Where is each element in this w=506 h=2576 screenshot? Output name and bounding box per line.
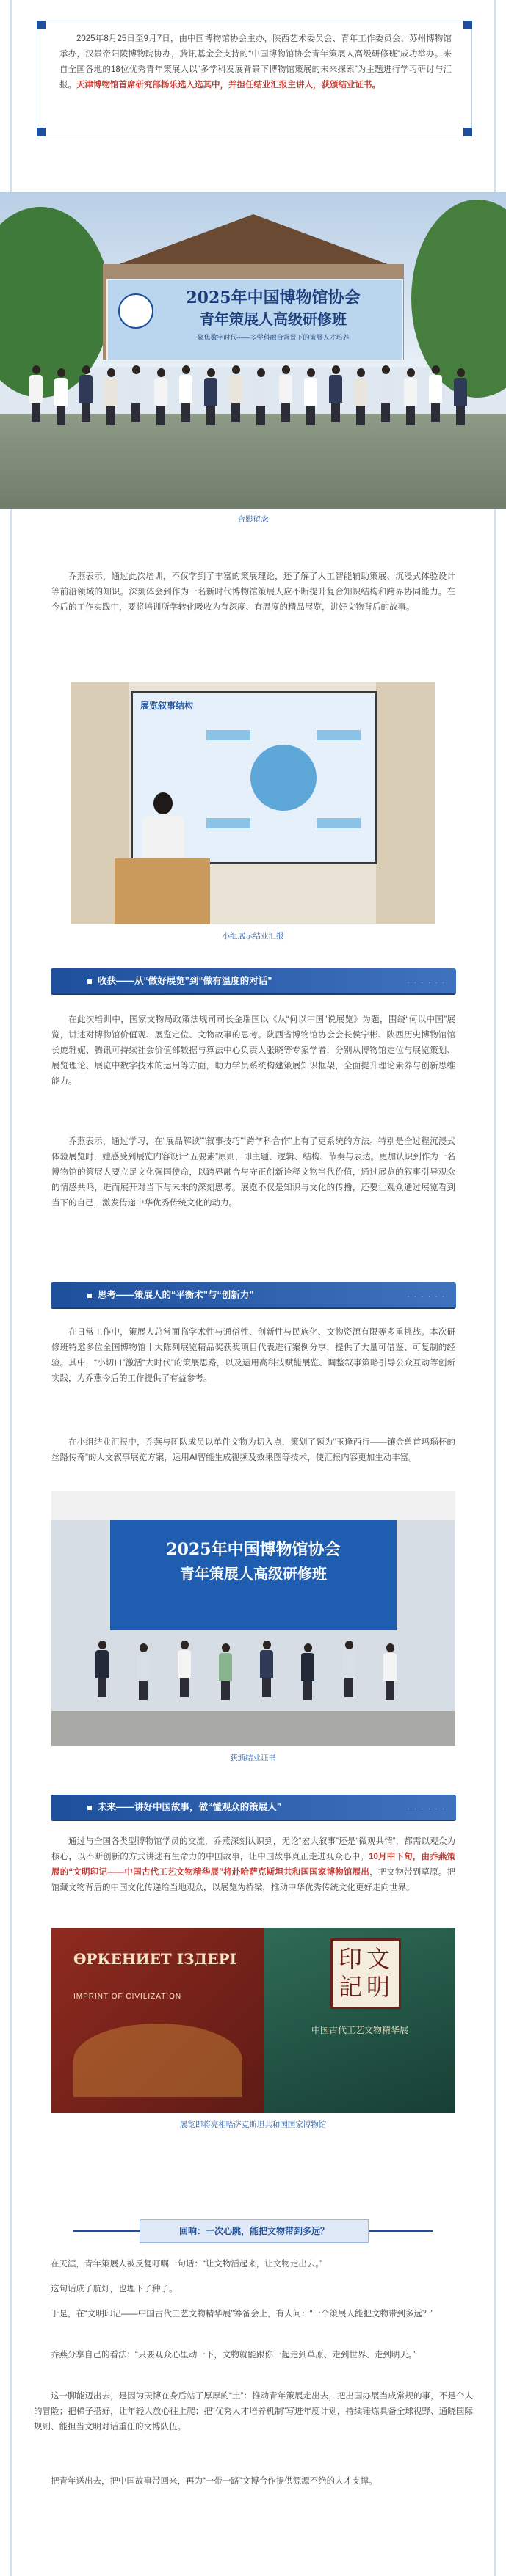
paragraph: 乔燕表示，通过此次培训，不仅学到了丰富的策展理论，还了解了人工智能辅助策展、沉浸式体验设计等前沿领域的知识。深刻体会到作为一名新时代博物馆策展人应不断提升复合知识结构和跨界协同能力。在今后的工作实践中，要将培训所学转化吸收为有深度、有温度的精品展览，讲好文物背后的故事。 — [51, 572, 455, 612]
photo-caption: 获颁结业证书 — [230, 1754, 276, 1762]
person — [137, 1643, 150, 1700]
banner-small-text: 聚焦数字时代——多学科融合背景下的策展人才培养 — [197, 334, 350, 341]
person — [79, 365, 93, 422]
corner-decoration — [463, 21, 472, 29]
person — [379, 365, 392, 422]
certificate-photo — [51, 1491, 455, 1746]
diagram-circle — [250, 745, 317, 811]
paragraph — [51, 1834, 455, 1896]
paragraph-text: ，把文物带到草原。把馆藏文物背后的中国文化传递给当地观众，以展览为桥梁，推动中华优秀传统文化更好走向世界。 — [51, 1868, 455, 1892]
closing-paragraph: 于是，在“文明印记——中国古代工艺文物精华展”筹备会上，有人问：“一个策展人能把文物带到多远？” — [51, 2310, 434, 2318]
photo-caption: 展览即将亮相哈萨克斯坦共和国国家博物馆 — [179, 2120, 327, 2129]
closing-title-bar — [140, 2219, 369, 2243]
banner-subtitle: 青年策展人高级研修班 — [200, 310, 347, 328]
intro-paragraph — [59, 32, 452, 93]
seal-char: 記 — [339, 1973, 363, 2001]
poster-subtitle-chinese: 中国古代工艺文物精华展 — [311, 2025, 408, 2035]
diagram-box — [206, 730, 250, 740]
closing-paragraph: 这句话成了航灯，也埋下了种子。 — [51, 2285, 178, 2294]
ground — [0, 414, 506, 509]
person — [342, 1641, 355, 1697]
seal-char: 文 — [366, 1945, 391, 1973]
section-title: 思考——策展人的“平衡术”与“创新力” — [87, 1288, 266, 1302]
person — [279, 365, 292, 422]
closing-paragraph: 把青年送出去，把中国故事带回来，再为“一带一路”文博合作提供源源不绝的人才支撑。 — [51, 2477, 377, 2486]
closing-paragraph: 这一脚能迈出去，是因为天博在身后站了厚厚的“土”：推动青年策展走出去，把出国办展当成常规的事，不是个人的冒险；把梯子搭好，让年轻人放心往上爬；把“优秀人才培养机制”写进年度计划，持续锤炼具备全球视野、通晓国际规则、能担当文明对话重任的文博队伍。 — [34, 2392, 473, 2431]
photo-caption: 合影留念 — [237, 515, 269, 524]
person — [454, 368, 467, 425]
section-title: 收获——从“做好展览”到“做有温度的对话” — [87, 974, 284, 988]
wall-panel — [376, 682, 435, 924]
podium — [115, 858, 210, 924]
person — [260, 1641, 273, 1697]
section-header — [51, 1282, 456, 1307]
closing-paragraph: 乔燕分享自己的看法：“只要观众心里动一下，文物就能跟你一起走到草原、走到世界、走到明天。” — [51, 2351, 416, 2360]
group-photo — [0, 192, 506, 509]
person — [178, 1641, 191, 1697]
poster-right-panel — [264, 1928, 455, 2113]
person — [254, 368, 267, 425]
person — [429, 365, 442, 422]
photo-caption: 小组展示结业汇报 — [222, 932, 284, 941]
exhibition-poster — [51, 1928, 455, 2113]
diagram-box — [317, 730, 361, 740]
banner-subtitle: 青年策展人高级研修班 — [180, 1565, 327, 1583]
poster-title-kazakh: ӨРКЕНИЕТ ІЗДЕРІ — [73, 1950, 236, 1968]
stage-screen — [110, 1520, 397, 1630]
decorative-dots: · · · · · · — [407, 1293, 446, 1300]
person — [383, 1643, 397, 1700]
section-title: 未来——讲好中国故事，做“懂观众的策展人” — [87, 1800, 293, 1814]
closing-title: 回响：一次心跳，能把文物带到多远？ — [178, 2226, 329, 2236]
diagram-box — [206, 818, 250, 828]
section-header — [51, 968, 456, 993]
association-logo — [118, 293, 153, 329]
person — [179, 365, 192, 422]
person — [29, 365, 43, 422]
person — [404, 368, 417, 425]
person — [95, 1641, 109, 1697]
event-banner — [106, 279, 403, 361]
highlight-text: 10月中下旬，由乔燕策展的“文明印记——中国古代工艺文物精华展”将赴哈萨克斯坦共和国国家博物馆展出 — [51, 1853, 455, 1877]
person — [304, 368, 317, 425]
poster-seal — [330, 1938, 401, 2009]
person — [219, 1643, 232, 1700]
poster-left-panel — [51, 1928, 264, 2113]
paragraph: 乔燕表示，通过学习，在“展品解读”“叙事技巧”“跨学科合作”上有了更系统的方法。特别是全过程沉浸式体验展览时，她感受到展览内容设计“五要素”原则，即主题、逻辑、结构、节奏与表达。更加认识到作为一名博物馆的策展人要立足文化强国使命，以跨界融合与守正创新诠释文物当代价值，通过展览的叙事引导观众的情感共鸣，进而展开对当下与未来的深刻思考。展览不仅是知识与文化的传播，还要让观众通过展览看到当下的自己，激发传递中华优秀传统文化的动力。 — [51, 1137, 455, 1208]
closing-paragraph: 在天涯，青年策展人被反复叮嘱一句话：“让文物活起来，让文物走出去。” — [51, 2260, 322, 2269]
corner-decoration — [37, 21, 46, 29]
paragraph: 在小组结业汇报中，乔燕与团队成员以单件文物为切入点，策划了题为“玉逢西行——镶金兽首玛瑙杯的丝路传奇”的人文叙事展览方案，运用AI智能生成视频及效果图等技术，使汇报内容更加生动丰富。 — [51, 1438, 455, 1462]
corner-decoration — [463, 128, 472, 136]
banner-title: 2025年中国博物馆协会 — [166, 1540, 341, 1559]
floor — [51, 1711, 455, 1746]
poster-artifact — [73, 2024, 242, 2097]
decorative-dots: · · · · · · — [407, 1805, 446, 1812]
corner-decoration — [37, 128, 46, 136]
decorative-dots: · · · · · · — [407, 979, 446, 986]
person — [301, 1643, 314, 1700]
decorative-line — [73, 2230, 140, 2232]
presentation-photo — [71, 682, 435, 924]
person — [229, 365, 242, 422]
seal-char: 印 — [339, 1945, 363, 1973]
ceiling — [51, 1491, 455, 1520]
intro-box — [37, 21, 472, 136]
person — [129, 365, 142, 422]
seal-char: 明 — [366, 1973, 391, 2001]
screen-title: 展览叙事结构 — [140, 701, 194, 711]
decorative-line — [367, 2230, 433, 2232]
person — [204, 368, 217, 425]
poster-title-english: IMPRINT OF CIVILIZATION — [73, 1993, 182, 2001]
person — [154, 368, 167, 425]
section-header — [51, 1795, 456, 1820]
person — [354, 368, 367, 425]
diagram-box — [317, 818, 361, 828]
paragraph: 在日常工作中，策展人总常面临学术性与通俗性、创新性与民族化、文物资源有限等多重挑战。本次研修班特邀多位全国博物馆十大陈列展览精品奖获奖项目代表进行案例分享，提供了大量可借鉴、可复制的经验。其中，“小切口”激活“大时代”的策展思路，以及运用高科技赋能展览、调整叙事策略引导公众互动等创新实践，为乔燕今后的工作提供了有益参考。 — [51, 1328, 455, 1383]
intro-text: 2025年8月25日至9月7日，由中国博物馆协会主办，陕西艺术委员会、青年工作委员会、苏州博物馆承办，汉景帝阳陵博物院协办，腾讯基金会支持的“中国博物馆协会青年策展人高级研修班”成功举办。来自全国各地的18位优秀青年策展人以“多学科发展背景下博物馆策展的未来探索”为主题进行学习研讨与汇报。 — [59, 34, 452, 90]
banner-title: 2025年中国博物馆协会 — [186, 288, 361, 307]
intro-highlight: 天津博物馆首席研究部杨乐选入选其中，并担任结业汇报主讲人，获颁结业证书。 — [76, 81, 380, 90]
paragraph-text: 通过与全国各类型博物馆学员的交流，乔燕深刻认识到，无论“宏大叙事”还是“微观共情”，都需以观众为核心，以不断创新的方式讲述有生命力的中国故事，让中国故事真正走进观众心中。 — [51, 1837, 455, 1861]
person — [329, 365, 342, 422]
person — [104, 368, 118, 425]
person — [54, 368, 68, 425]
paragraph: 在此次培训中，国家文物局政策法规司司长金瑞国以《从“何以中国”说展览》为题，围绕“何以中国”展览，讲述对博物馆价值观、展览定位、文物故事的思考。陕西省博物馆协会会长侯宁彬、陕西历史博物馆馆长庞雅妮、腾讯可持续社会价值部数据与算法中心负责人张晓等专家学者，分别从博物馆定位与展览策划、展览理论、展览中数字技术的运用等方面，助力学员系统构建策展知识框架，全面提升理论素养与创新思维能力。 — [51, 1015, 455, 1086]
